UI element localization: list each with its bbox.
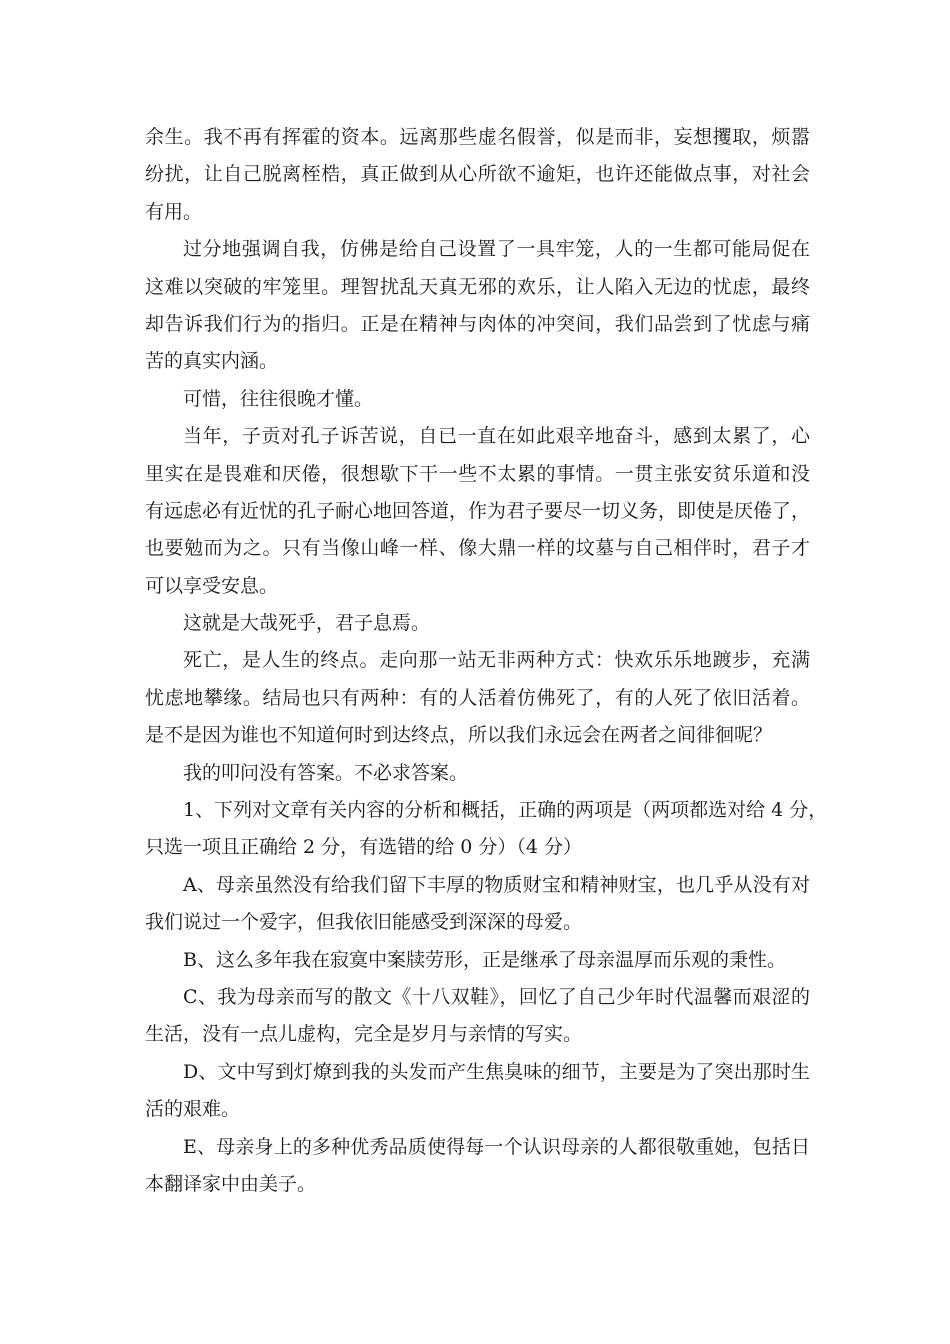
text-line: 当年，子贡对孔子诉苦说，自已一直在如此艰辛地奋斗，感到太累了，心: [183, 425, 810, 448]
document-body: [145, 119, 828, 1203]
text-line: 活的艰难。: [145, 1098, 241, 1121]
text-line: 有用。: [145, 200, 203, 223]
text-line: 苦的真实内涵。: [145, 350, 279, 373]
text-line: 是不是因为谁也不知道何时到达终点，所以我们永远会在两者之间徘徊呢？: [145, 724, 773, 747]
text-line: 这难以突破的牢笼里。理智扰乱天真无邪的欢乐，让人陷入无边的忧虑，最终: [145, 275, 810, 298]
text-line: E、母亲身上的多种优秀品质使得每一个认识母亲的人都很敬重她，包括日: [183, 1135, 810, 1158]
text-line: 可惜，往往很晚才懂。: [183, 387, 374, 410]
text-line: 1、下列对文章有关内容的分析和概括，正确的两项是（两项都选对给 4 分，: [183, 799, 828, 822]
text-line: 只选一项且正确给 2 分，有选错的给 0 分）（4 分）: [145, 836, 582, 859]
text-line: 有远虑必有近忧的孔子耐心地回答道，作为君子要尽一切义务，即使是厌倦了，: [145, 499, 811, 522]
text-line: 死亡，是人生的终点。走向那一站无非两种方式：快欢乐乐地踱步，充满: [183, 649, 810, 672]
text-line: 也要勉而为之。只有当像山峰一样、像大鼎一样的坟墓与自己相伴时，君子才: [145, 537, 810, 560]
text-line: 余生。我不再有挥霍的资本。远离那些虚名假誉，似是而非，妄想攫取，烦嚣: [145, 126, 810, 148]
text-line: 忧虑地攀缘。结局也只有两种：有的人活着仿佛死了，有的人死了依旧活着。: [145, 686, 810, 709]
text-line: 里实在是畏难和厌倦，很想歇下干一些不太累的事情。一贯主张安贫乐道和没: [145, 462, 810, 485]
text-line: D、文中写到灯燎到我的头发而产生焦臭味的细节，主要是为了突出那时生: [183, 1060, 810, 1083]
text-line: 这就是大哉死乎，君子息焉。: [183, 612, 431, 635]
text-line: 可以享受安息。: [145, 574, 279, 597]
text-line: C、我为母亲而写的散文《十八双鞋》，回忆了自己少年时代温馨而艰涩的: [183, 985, 810, 1008]
text-line: 我的叩问没有答案。不必求答案。: [183, 761, 469, 784]
text-line: 本翻译家中由美子。: [145, 1172, 317, 1195]
text-line: 过分地强调自我，仿佛是给自己设置了一具牢笼，人的一生都可能局促在: [183, 238, 810, 261]
text-line: A、母亲虽然没有给我们留下丰厚的物质财宝和精神财宝，也几乎从没有对: [183, 873, 810, 896]
text-line: B、这么多年我在寂寞中案牍劳形，正是继承了母亲温厚而乐观的秉性。: [183, 948, 786, 971]
text-line: 纷扰，让自己脱离桎梏，真正做到从心所欲不逾矩，也许还能做点事，对社会: [145, 163, 810, 186]
text-line: 生活，没有一点儿虚构，完全是岁月与亲情的写实。: [145, 1023, 583, 1046]
text-line: 却告诉我们行为的指归。正是在精神与肉体的冲突间，我们品尝到了忧虑与痛: [145, 312, 810, 335]
text-line: 我们说过一个爱字，但我依旧能感受到深深的母爱。: [145, 911, 583, 934]
